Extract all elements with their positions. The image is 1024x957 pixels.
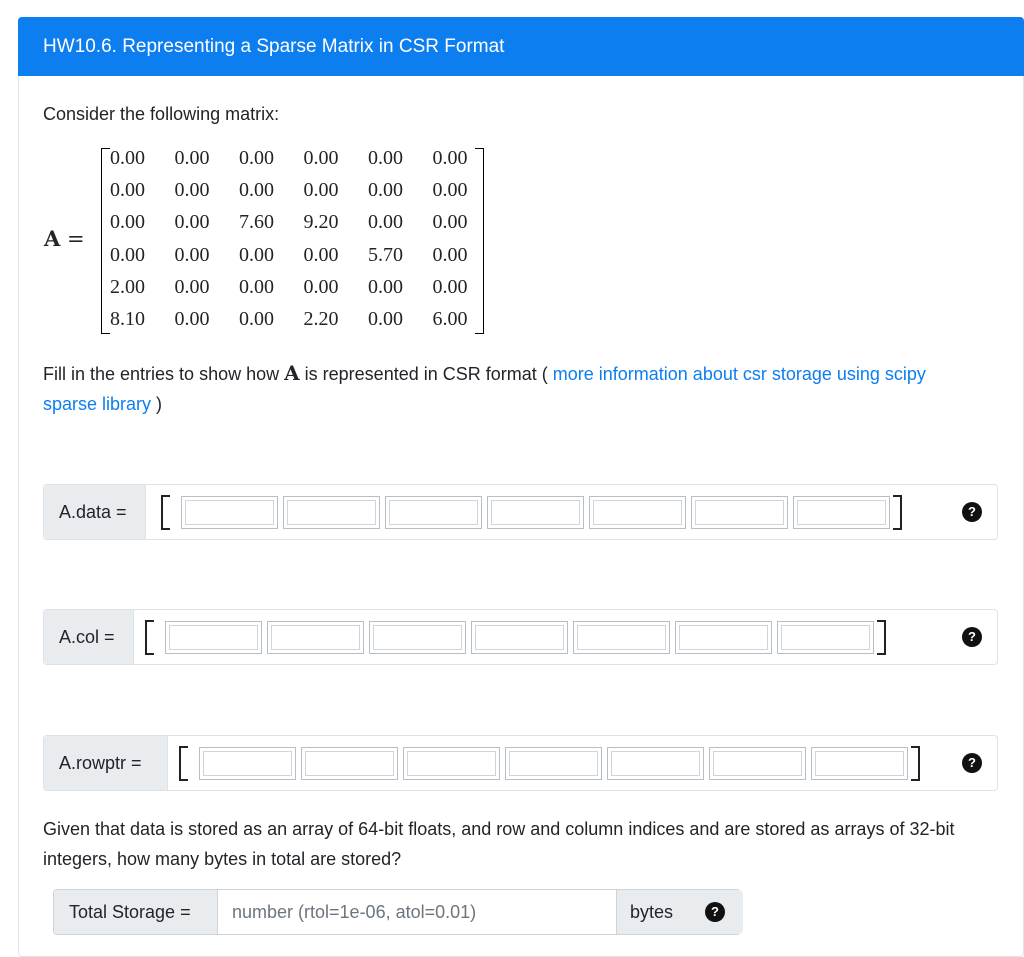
csr-info-link[interactable]: more information about csr storage using scipy sparse library [43,364,926,414]
rowptr-entry-input[interactable] [199,747,296,780]
rowptr-close-bracket [911,746,920,781]
data-entry-input[interactable] [589,496,686,529]
data-label: A.data = [44,485,146,539]
instructions [43,358,983,419]
matrix-cell: 0.00 [174,276,210,298]
matrix-cell: 2.20 [303,308,339,330]
matrix-cell: 0.00 [303,244,339,266]
matrix-cell: 0.00 [239,147,274,169]
data-entry-input[interactable] [691,496,788,529]
matrix-cell: 0.00 [368,179,403,201]
matrix-cell: 0.00 [110,147,145,169]
data-entry-input[interactable] [283,496,380,529]
col-close-bracket [877,620,886,655]
matrix-cell: 0.00 [174,308,210,330]
matrix-cell: 0.00 [174,179,210,201]
col-help-icon[interactable]: ? [962,627,982,647]
matrix-cell: 0.00 [303,179,339,201]
matrix-cell: 0.00 [432,179,468,201]
col-entry-input[interactable] [471,621,568,654]
rowptr-entry-input[interactable] [607,747,704,780]
data-entry-input[interactable] [181,496,278,529]
matrix-symbol: A [44,226,61,251]
total-storage-unit-label: bytes [630,902,674,922]
matrix-cell: 0.00 [368,276,403,298]
col-entry-input[interactable] [369,621,466,654]
matrix-left-bracket [101,148,110,334]
total-storage-group [53,889,741,935]
matrix-cell: 0.00 [368,147,403,169]
matrix-cell: 0.00 [432,276,468,298]
rowptr-open-bracket [179,746,188,781]
matrix-cell: 0.00 [432,211,468,233]
col-open-bracket [145,620,154,655]
data-input-group [43,484,998,540]
matrix-cell: 0.00 [174,211,210,233]
matrix-cell: 6.00 [432,308,468,330]
matrix-row [110,244,497,274]
matrix-cell: 0.00 [174,244,210,266]
data-help-icon[interactable]: ? [962,502,982,522]
data-open-bracket [161,495,170,530]
data-entry-input[interactable] [385,496,482,529]
instructions-symbol: A [284,361,300,385]
instructions-after: ) [151,394,163,414]
rowptr-help-icon[interactable]: ? [962,753,982,773]
matrix-equals: = [66,227,85,251]
matrix-cell: 0.00 [368,308,403,330]
instructions-before: Fill in the entries to show how [43,364,285,384]
col-entry-input[interactable] [165,621,262,654]
rowptr-label: A.rowptr = [44,736,168,790]
data-entry-input[interactable] [487,496,584,529]
data-close-bracket [893,495,902,530]
storage-question: Given that data is stored as an array of 64-bit floats, and row and column indices and are stored as arrays of 32-bit integers, how many bytes in total are stored? [43,819,955,869]
matrix-cell: 0.00 [239,244,274,266]
matrix-row [110,211,497,241]
matrix-label [44,226,85,251]
data-entry-input[interactable] [793,496,890,529]
matrix-cell: 0.00 [303,276,339,298]
col-entry-input[interactable] [675,621,772,654]
matrix-row [110,276,497,306]
matrix-cell: 0.00 [303,147,339,169]
matrix-row [110,308,497,338]
rowptr-entry-input[interactable] [505,747,602,780]
matrix-cell: 0.00 [239,276,274,298]
col-input-group [43,609,998,665]
rowptr-input-group [43,735,998,791]
matrix-cell: 0.00 [174,147,210,169]
matrix-row [110,147,497,177]
total-storage-input[interactable] [218,890,616,934]
rowptr-entry-input[interactable] [301,747,398,780]
matrix-cell: 9.20 [303,211,339,233]
instructions-middle: is represented in CSR format ( [299,364,553,384]
matrix-cell: 0.00 [239,308,274,330]
matrix-cell: 0.00 [239,179,274,201]
rowptr-entry-input[interactable] [811,747,908,780]
total-storage-help-icon[interactable]: ? [705,902,725,922]
matrix-cell: 2.00 [110,276,145,298]
total-storage-label: Total Storage = [54,890,218,934]
matrix-cell: 8.10 [110,308,145,330]
col-entry-input[interactable] [777,621,874,654]
matrix-cell: 0.00 [110,179,145,201]
prompt-text: Consider the following matrix: [43,104,280,124]
col-entry-input[interactable] [267,621,364,654]
col-label: A.col = [44,610,134,664]
question-title: HW10.6. Representing a Sparse Matrix in CSR Format [18,17,1024,76]
rowptr-entry-input[interactable] [403,747,500,780]
matrix-cell: 0.00 [110,211,145,233]
matrix-row [110,179,497,209]
matrix-cell: 7.60 [239,211,274,233]
matrix-cell: 5.70 [368,244,403,266]
rowptr-entry-input[interactable] [709,747,806,780]
matrix-cell: 0.00 [110,244,145,266]
matrix-cell: 0.00 [368,211,403,233]
col-entry-input[interactable] [573,621,670,654]
matrix-cell: 0.00 [432,147,468,169]
matrix-cell: 0.00 [432,244,468,266]
